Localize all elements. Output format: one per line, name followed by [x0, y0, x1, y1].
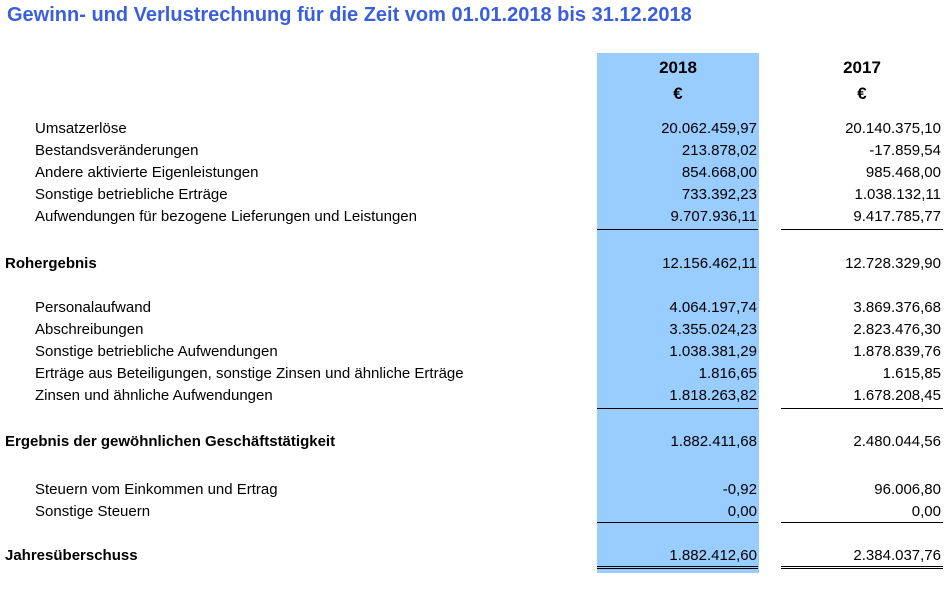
value-2018: 733.392,23	[681, 186, 757, 203]
row-label: Aufwendungen für bezogene Lieferungen und Leistungen	[35, 208, 417, 225]
subtotal-rule-2018	[597, 408, 758, 409]
page-title: Gewinn- und Verlustrechnung für die Zeit vom 01.01.2018 bis 31.12.2018	[7, 4, 692, 26]
value-2018: 12.156.462,11	[662, 255, 757, 272]
column-header-currency-2017: €	[857, 84, 867, 103]
value-2018: 213.878,02	[681, 142, 757, 159]
table-row-subtotal	[0, 433, 945, 455]
value-2018: 3.355.024,23	[669, 321, 757, 338]
value-2018: 1.818.263,82	[669, 387, 757, 404]
row-label: Umsatzerlöse	[35, 120, 127, 137]
table-row	[0, 299, 945, 321]
value-2018: 854.668,00	[681, 164, 757, 181]
value-2017: 96.006,80	[874, 481, 941, 498]
row-label: Personalaufwand	[35, 299, 151, 316]
value-2017: 3.869.376,68	[853, 299, 941, 316]
value-2018: 4.064.197,74	[669, 299, 757, 316]
row-label: Zinsen und ähnliche Aufwendungen	[35, 387, 273, 404]
table-row	[0, 321, 945, 343]
value-2018: 1.882.411,68	[670, 433, 757, 450]
table-row	[0, 164, 945, 186]
value-2017: -17.859,54	[869, 142, 941, 159]
value-2017: 20.140.375,10	[845, 120, 941, 137]
row-label: Steuern vom Einkommen und Ertrag	[35, 481, 278, 498]
row-label: Jahresüberschuss	[5, 547, 138, 564]
value-2017: 2.480.044,56	[853, 433, 941, 450]
row-label: Andere aktivierte Eigenleistungen	[35, 164, 259, 181]
row-label: Erträge aus Beteiligungen, sonstige Zinsen und ähnliche Erträge	[35, 365, 464, 382]
value-2017: 2.823.476,30	[853, 321, 941, 338]
value-2017: 0,00	[911, 503, 941, 520]
row-label: Rohergebnis	[5, 255, 97, 272]
value-2017: 1.878.839,76	[853, 343, 941, 360]
value-2017: 9.417.785,77	[853, 208, 941, 225]
table-row	[0, 208, 945, 230]
value-2017: 1.678.208,45	[853, 387, 941, 404]
value-2018: 1.816,65	[698, 365, 757, 382]
table-row	[0, 142, 945, 164]
table-row	[0, 481, 945, 503]
subtotal-rule-2017	[781, 229, 943, 230]
value-2018: 0,00	[727, 503, 757, 520]
value-2017: 12.728.329,90	[845, 255, 941, 272]
table-row	[0, 365, 945, 387]
column-header-year-2017: 2017	[843, 58, 881, 77]
row-label: Sonstige betriebliche Erträge	[35, 186, 228, 203]
subtotal-rule-2018	[597, 229, 758, 230]
table-row	[0, 186, 945, 208]
table-row	[0, 343, 945, 365]
value-2017: 985.468,00	[865, 164, 941, 181]
table-row-subtotal	[0, 255, 945, 277]
table-row	[0, 387, 945, 409]
column-header-currency-2018: €	[673, 84, 683, 103]
value-2017: 1.038.132,11	[854, 186, 941, 203]
row-label: Ergebnis der gewöhnlichen Geschäftstätigkeit	[5, 433, 336, 450]
value-2018: 1.882.412,60	[669, 547, 757, 564]
column-header-year-2018: 2018	[659, 58, 697, 77]
value-2017: 2.384.037,76	[853, 547, 941, 564]
value-2018: -0,92	[722, 481, 757, 498]
total-double-rule-2018	[597, 566, 758, 569]
row-label: Sonstige Steuern	[35, 503, 151, 520]
subtotal-rule-2017	[781, 522, 943, 523]
subtotal-rule-2017	[781, 408, 943, 409]
value-2018: 1.038.381,29	[669, 343, 757, 360]
value-2018: 9.707.936,11	[670, 208, 757, 225]
row-label: Bestandsveränderungen	[35, 142, 199, 159]
row-label: Sonstige betriebliche Aufwendungen	[35, 343, 278, 360]
value-2017: 1.615,85	[882, 365, 941, 382]
subtotal-rule-2018	[597, 522, 758, 523]
table-row	[0, 120, 945, 142]
row-label: Abschreibungen	[35, 321, 144, 338]
value-2018: 20.062.459,97	[661, 120, 757, 137]
total-double-rule-2017	[781, 566, 943, 569]
